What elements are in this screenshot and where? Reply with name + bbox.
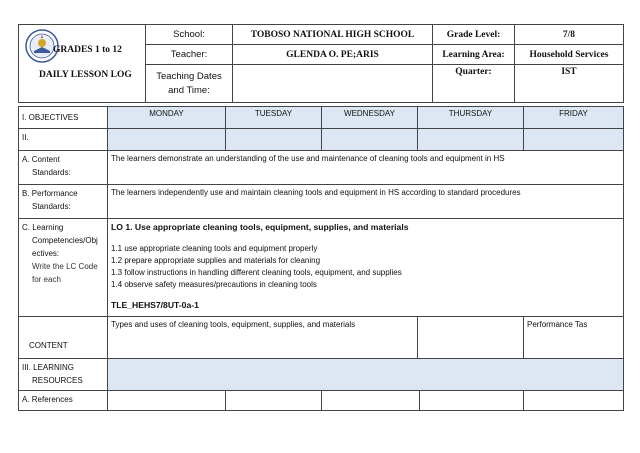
references-label: A. References: [19, 391, 108, 411]
grade-level-label: Grade Level:: [433, 25, 515, 45]
competency-item: 1.4 observe safety measures/precautions in cleaning tools: [111, 280, 317, 289]
references-monday: [108, 391, 226, 411]
day-thursday: THURSDAY: [418, 107, 524, 129]
section-ii-thursday: [418, 129, 524, 151]
section-ii-label: II.: [19, 129, 108, 151]
content-thursday: [418, 317, 524, 359]
learning-resources-label-line1: III. LEARNING: [22, 363, 75, 372]
school-value: TOBOSO NATIONAL HIGH SCHOOL: [233, 25, 433, 45]
competencies-note-line2: for each: [32, 275, 61, 284]
competency-item: 1.3 follow instructions in handling different cleaning tools, equipment, and supplies: [111, 268, 402, 277]
header-table: [18, 24, 624, 103]
learning-area-label: Learning Area:: [433, 45, 515, 65]
competencies-text: [108, 219, 624, 317]
content-standards-label-line1: A. Content: [22, 155, 60, 164]
references-wednesday: [322, 391, 420, 411]
day-friday: FRIDAY: [524, 107, 624, 129]
learning-resources-content: [108, 359, 624, 391]
performance-standards-label: [19, 185, 108, 219]
content-label: CONTENT: [19, 317, 108, 359]
performance-standards-label-line2: Standards:: [32, 202, 71, 211]
competency-item: 1.1 use appropriate cleaning tools and equipment properly: [111, 244, 318, 253]
content-standards-label: [19, 151, 108, 185]
content-standards-label-line2: Standards:: [32, 168, 71, 177]
day-wednesday: WEDNESDAY: [322, 107, 418, 129]
daily-lesson-log-title: DAILY LESSON LOG: [39, 70, 132, 80]
teaching-dates-value: [233, 65, 433, 103]
lesson-table: [18, 106, 624, 411]
quarter-label: Quarter:: [433, 65, 515, 103]
competencies-label: [19, 219, 108, 317]
content-friday: Performance Tas: [524, 317, 624, 359]
content-text: Types and uses of cleaning tools, equipment, supplies, and materials: [108, 317, 418, 359]
performance-standards-text: The learners independently use and maintain cleaning tools and equipment in HS according to standard procedures: [108, 185, 624, 219]
day-tuesday: TUESDAY: [226, 107, 322, 129]
teacher-label: Teacher:: [146, 45, 233, 65]
section-ii-wednesday: [322, 129, 418, 151]
content-standards-text: The learners demonstrate an understanding of the use and maintenance of cleaning tools and equipment in HS: [108, 151, 624, 185]
grade-level-value: 7/8: [515, 25, 624, 45]
competency-item: 1.2 prepare appropriate supplies and materials for cleaning: [111, 256, 321, 265]
section-ii-monday: [108, 129, 226, 151]
references-tuesday: [226, 391, 322, 411]
performance-standards-label-line1: B. Performance: [22, 189, 78, 198]
objectives-label: I. OBJECTIVES: [19, 107, 108, 129]
competencies-label-line2: Competencies/Obj: [32, 236, 98, 245]
teacher-value: GLENDA O. PE;ARIS: [233, 45, 433, 65]
day-monday: MONDAY: [108, 107, 226, 129]
competencies-label-line3: ectives:: [32, 249, 60, 258]
learning-resources-label: [19, 359, 108, 391]
header-logo-cell: [19, 25, 146, 103]
competencies-note-line1: Write the LC Code: [32, 262, 98, 271]
teaching-dates-label: Teaching Dates and Time:: [146, 65, 233, 103]
section-ii-tuesday: [226, 129, 322, 151]
references-friday: [524, 391, 624, 411]
lc-code: TLE_HEHS7/8UT-0a-1: [111, 300, 199, 310]
grades-title: GRADES 1 to 12: [53, 45, 122, 55]
section-ii-friday: [524, 129, 624, 151]
school-label: School:: [146, 25, 233, 45]
lo-title: LO 1. Use appropriate cleaning tools, equipment, supplies, and materials: [111, 222, 409, 232]
references-thursday: [420, 391, 524, 411]
learning-resources-label-line2: RESOURCES: [32, 376, 83, 385]
quarter-value: IST: [515, 65, 624, 103]
competencies-label-line1: C. Learning: [22, 223, 64, 232]
learning-area-value: Household Services: [515, 45, 624, 65]
